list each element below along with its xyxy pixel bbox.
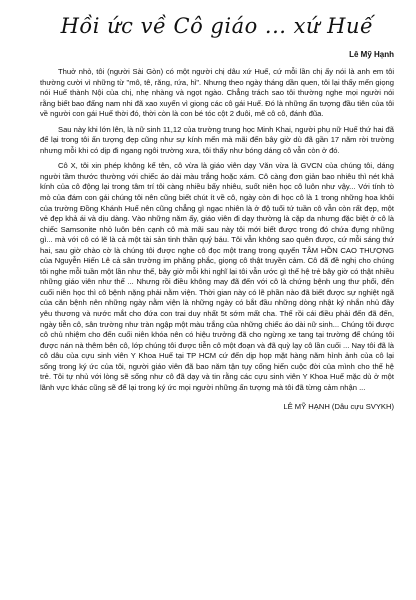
article-title: Hồi ức về Cô giáo ... xứ Huế [60,14,374,38]
article-author: Lê Mỹ Hạnh [349,50,394,59]
paragraph: Sau này khi lớn lên, là nữ sinh 11,12 của trường trung học Minh Khai, người phụ nữ Huế thứ hai đã để lại trong tôi ấn tượng đẹp cũng như sự kính mến mà mãi đến bây giờ dù đã gần 17 năm rời trường nhưng mỗi khi có dịp đi ngang ngôi trường xưa, tôi thấy như bóng dáng cô vẫn còn ở đó. [40,124,394,155]
paragraph: Cô X, tôi xin phép không kể tên, cô vừa là giáo viên dạy Văn vừa là GVCN của chúng tôi, dáng người tầm thước thường với chiếc áo dài màu trắng hoặc xám. Cô càng đơn giản bao nhiêu thì nét khả kính của cô động lại trong tâm trí tôi càng nhiều bấy nhiêu, suốt niên học cô luôn như vậy... Với tính tò mò của đám con gái chúng tôi nên cũng biết chút ít về cô, ngày còn đi học cô là 1 trong những hoa khôi của trường Đồng Khánh Huế nên cũng chẳng gì ngạc nhiên là ở độ tuổi tứ tuần cô vẫn còn rất đẹp, một vẻ đẹp khả ái và dịu dàng. Vào những năm ấy, giáo viên đi dạy thường là cặp da nhưng đặc biệt ở cô là chiếc Samsonite nhỏ luôn bên cạnh cô mà mãi sau này tôi mới biết được trong đó chứa đựng những gì... mà với cô có lẽ là cả một tài sản tinh thần quý báu. Tôi vẫn không sao quên được, cứ mỗi sáng thứ hai, sau giờ chào cờ là chúng tôi được nghe cô đọc một trang trong quyển TÂM HỒN CAO THƯỢNG của Nguyễn Hiến Lê cả sân trường im phăng phắc, giọng cô thật truyền cảm. Cô đã đề nghị cho chúng tôi nghe mỗi tuần một lần như thế, bây giờ mỗi khi nghĩ lại tôi vẫn ước gì thế hệ trẻ bây giờ có thật nhiều những giáo viên như thế ... Nhưng rồi điều không may đã đến với cô là chứng bệnh ung thư phổi, đến cuối niên học thì cô bệnh nặng phải nằm viện. Thời gian này có lẽ phần nào đã biết được sự nghiệt ngã của căn bệnh nên những ngày nằm viện là những ngày có bắt đầu những dòng nhật ký nhắn nhủ đầy yêu thương và nước mắt cho đứa con trai duy nhất 5t sớm mất cha. Thế rồi cái điều phải đến đã đến, ngày tiễn cô, sân trường như tràn ngập một màu trắng của những chiếc áo dài nữ sinh... Chúng tôi được cô chủ nhiệm cho đến cuối niên khóa nên có hiệu trưởng đã cho ngừng xe tang tại trường để chúng tôi được nán nà thêm bên cô, lớp chúng tôi được tiễn cô một đoạn và đã quỳ lạy cô lần cuối ... Nay tôi đã là cô dâu của cựu sinh viên Y Khoa Huế tại TP HCM cứ đến dịp họp mặt hàng năm hình ảnh của cô lại sống trong ký ức của tôi, người giáo viên đã bao năm tận tụy cống hiến cuộc đời của mình cho thế hệ trẻ. Tôi tự nhủ với lòng sẽ sống như cô đã dạy và tin rằng các cựu sinh viên Y Khoa Huế mặc dù ở một lãnh vực khác cũng sẽ để lại trong ký ức mọi người những ấn tượng mà tôi đã từng cảm nhận ... [40,161,394,392]
paragraph: Thuở nhỏ, tôi (người Sài Gòn) có một người chị dâu xứ Huế, cứ mỗi lần chị ấy nói là anh em tôi thường cười vì những từ "mô, tê, răng, rứa, hỉ". Nhưng theo ngày tháng dần quen, tôi lại thấy mến giọng nói Huế thành Nội của chị, nhẹ nhàng và ngọt ngào. Chẳng trách sao tôi thường nghe mọi người nói rằng biết bao đấng nam nhi đã xao xuyến vì giọng các cô gái Huế. Đó là những ấn tượng đầu tiên của tôi về người con gái Huế thời đó, thời còn là con bé tóc cột 2 đuôi, mê cô cô, đánh đũa. [40,67,394,119]
article-signature: LÊ MỸ HẠNH (Dâu cựu SVYKH) [283,402,394,412]
article-body [40,67,394,393]
